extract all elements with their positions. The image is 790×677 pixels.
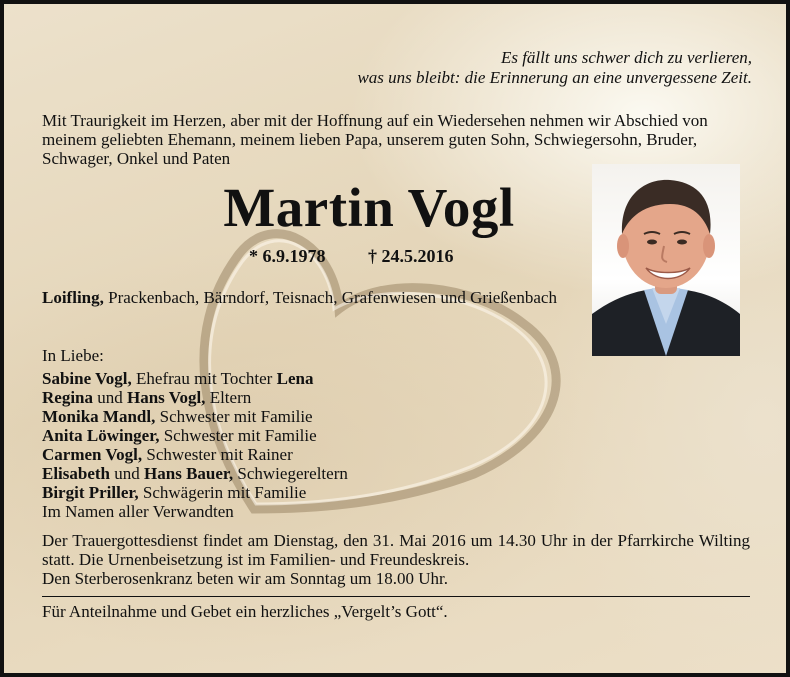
deceased-name: Martin Vogl [223, 177, 515, 238]
mourner-name: Birgit Priller, [42, 483, 139, 502]
mourner-name: Carmen Vogl, [42, 445, 143, 464]
service-paragraph: Der Trauergottesdienst findet am Dienstag, den 31. Mai 2016 um 14.30 Uhr in der Pfarrkirche Wilting statt. Die Urnenbeisetzung ist im Familien- und Freundeskreis. [42, 531, 750, 569]
mourner-relation: Schwester mit Familie [155, 407, 313, 426]
mourner-line [42, 407, 562, 426]
rosary-paragraph: Den Sterberosenkranz beten wir am Sonntag um 18.00 Uhr. [42, 569, 449, 588]
birth-date: * 6.9.1978 [249, 246, 326, 266]
mourner-relation: Schwester mit Familie [159, 426, 317, 445]
mourner-name: Sabine Vogl, [42, 369, 132, 388]
mourner-name: Lena [276, 369, 314, 388]
mourner-name: Monika Mandl, [42, 407, 156, 426]
mourner-conjunction: und [110, 464, 145, 483]
mourner-relation: Ehefrau mit Tochter [131, 369, 277, 388]
mourner-line [42, 426, 562, 445]
motto-line-2: was uns bleibt: die Erinnerung an eine unvergessene Zeit. [357, 68, 752, 87]
mourner-name: Anita Löwinger, [42, 426, 160, 445]
mourner-line [42, 369, 562, 388]
mourner-name: Hans Bauer, [144, 464, 234, 483]
divider [42, 596, 750, 597]
places-rest: Prackenbach, Bärndorf, Teisnach, Grafenwiesen und Grießenbach [103, 288, 557, 307]
service-info [42, 531, 750, 588]
mourner-name: Regina [42, 388, 93, 407]
motto-quote [357, 48, 752, 88]
mourner-name: Elisabeth [42, 464, 111, 483]
mourner-conjunction: und [93, 388, 127, 407]
mourner-relation: Schwester mit Rainer [142, 445, 293, 464]
portrait-image [592, 164, 740, 356]
places-town: Loifling, [42, 288, 104, 307]
mourner-relation: Schwiegereltern [233, 464, 348, 483]
thanks-line: Für Anteilnahme und Gebet ein herzliches „Vergelt’s Gott“. [42, 602, 448, 621]
mourner-line [42, 483, 562, 502]
death-date: † 24.5.2016 [368, 246, 454, 266]
mourners-heading: In Liebe: [42, 346, 104, 365]
mourner-line [42, 445, 562, 464]
life-dates [249, 245, 454, 267]
places-of-residence [42, 288, 562, 307]
mourner-line: Im Namen aller Verwandten [42, 502, 234, 521]
mourners-list [42, 346, 562, 521]
mourner-line [42, 388, 562, 407]
motto-line-1: Es fällt uns schwer dich zu verlieren, [500, 48, 752, 67]
mourner-relation: Eltern [205, 388, 252, 407]
portrait-photo [592, 164, 740, 356]
mourner-relation: Schwägerin mit Familie [138, 483, 307, 502]
mourner-line [42, 464, 562, 483]
intro-text: Mit Traurigkeit im Herzen, aber mit der Hoffnung auf ein Wiedersehen nehmen wir Abschied von meinem geliebten Ehemann, meinem lieben Papa, unserem guten Sohn, Schwiegersohn, Bruder, Schwager, Onkel und Paten [42, 111, 708, 168]
mourner-name: Hans Vogl, [127, 388, 206, 407]
